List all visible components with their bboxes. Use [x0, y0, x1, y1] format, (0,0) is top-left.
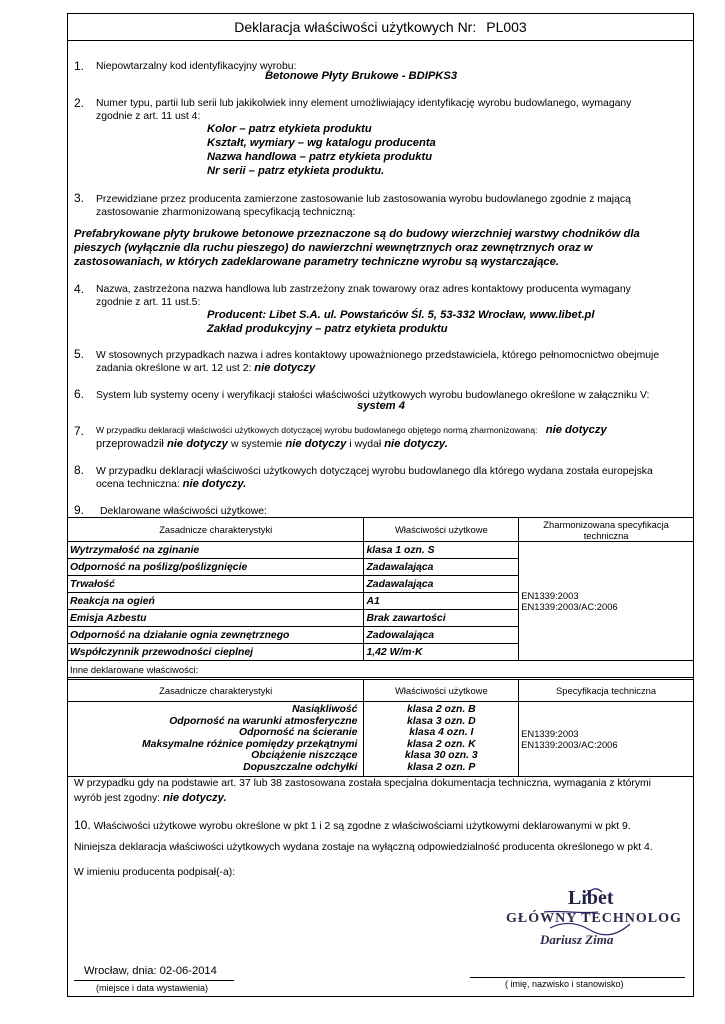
art37-note-line1: W przypadku gdy na podstawie art. 37 lub 38 zastosowana została specjalna dokumentacja techniczna, wymagania z którymi — [74, 778, 651, 789]
table-row — [68, 542, 694, 559]
section-4-number: 4. — [74, 282, 85, 296]
stamp-brand: Libet — [568, 887, 614, 909]
section-2-item: Nr serii – patrz etykieta produktu. — [207, 165, 385, 177]
table-row — [68, 661, 694, 678]
declaration-number: PL003 — [486, 19, 527, 35]
intended-use — [74, 227, 640, 269]
document-title: Deklaracja właściwości użytkowych Nr: — [234, 19, 477, 35]
other-properties-table — [67, 679, 694, 777]
table-header-row — [68, 680, 694, 702]
column-header: Właściwości użytkowe — [364, 518, 519, 542]
spec-standard: EN1339:2003/AC:2006 — [521, 601, 618, 612]
section-1-number: 1. — [74, 59, 85, 73]
column-header: Zasadnicze charakterystyki — [68, 518, 364, 542]
document-header — [67, 13, 694, 41]
section-5-text-line1: W stosownych przypadkach nazwa i adres kontaktowy upoważnionego przedstawiciela, którego pełnomocnictwo obejmuje — [96, 350, 660, 361]
property-value: klasa 2 ozn. K — [406, 738, 476, 750]
property-name: Odporność na poślizg/poślizgnięcie — [68, 559, 364, 576]
section-2-item: Kształt, wymiary – wg katalogu producenta — [207, 137, 436, 149]
spec-standard: EN1339:2003/AC:2006 — [521, 738, 618, 750]
property-name: Obciążenie niszczące — [251, 750, 358, 762]
property-name: Dopuszczalne odchyłki — [243, 761, 358, 773]
signature-caption: ( imię, nazwisko i stanowisko) — [505, 979, 624, 989]
section-6-text: System lub systemy oceny i weryfikacji stałości właściwości użytkowych wyrobu budowlanego określone w załączniku V: — [96, 390, 650, 401]
technical-spec-cell — [519, 702, 694, 777]
product-code: Betonowe Płyty Brukowe - BDIPKS3 — [264, 70, 458, 82]
section-10-text: Właściwości użytkowe wyrobu określone w pkt 1 i 2 są zgodne z właściwościami użytkowymi deklarowanymi w pkt 9. — [93, 821, 631, 832]
section-7-text-line2b: w systemie — [230, 439, 283, 450]
place-and-date: Wrocław, dnia: 02-06-2014 — [84, 965, 217, 977]
column-header: Specyfikacja techniczna — [519, 680, 694, 702]
section-8-value: nie dotyczy. — [182, 478, 247, 490]
property-value: A1 — [364, 593, 519, 610]
section-8-text-line1: W przypadku deklaracji właściwości użytkowych dotyczącej wyrobu budowlanego dla którego wydana została europejska — [96, 466, 653, 477]
property-value: 1,42 W/m·K — [364, 644, 519, 661]
section-6-number: 6. — [74, 387, 85, 401]
property-value: Zadawalająca — [364, 576, 519, 593]
other-properties-label: Inne deklarowane właściwości: — [68, 661, 694, 678]
section-2-item: Kolor – patrz etykieta produktu — [207, 123, 372, 135]
section-9-number: 9. — [74, 503, 85, 517]
section-2-item: Nazwa handlowa – patrz etykieta produktu — [207, 151, 433, 163]
section-3-text-line1: Przewidziane przez producenta zamierzone zastosowanie lub zastosowania wyrobu budowlanego zgodnie z mającą — [96, 194, 631, 205]
stamp-signature-image — [490, 882, 680, 954]
art37-note-value: nie dotyczy. — [162, 792, 227, 804]
property-name: Wytrzymałość na zginanie — [68, 542, 364, 559]
place-date-line — [74, 980, 234, 981]
art37-note-line2: wyrób jest zgodny: — [74, 793, 161, 804]
property-name: Współczynnik przewodności cieplnej — [68, 644, 364, 661]
section-7-text-line1: W przypadku deklaracji właściwości użytkowych dotyczącej wyrobu budowlanego objętego normą zharmonizowaną: — [96, 425, 538, 435]
section-2-items — [207, 122, 436, 178]
section-2-number: 2. — [74, 96, 85, 110]
responsibility-statement: Niniejsza deklaracja właściwości użytkowych wydana zostaje na wyłączną odpowiedzialność producenta określonego w pkt 4. — [74, 842, 653, 853]
section-7-value-2: nie dotyczy — [166, 438, 228, 450]
place-date-caption: (miejsce i data wystawienia) — [96, 983, 209, 993]
property-name: Nasiąkliwość — [292, 704, 358, 715]
section-8-number: 8. — [74, 463, 85, 477]
stamp-signature-svg — [490, 882, 680, 954]
production-plant: Zakład produkcyjny – patrz etykieta produktu — [207, 323, 448, 335]
section-7-text-line2a: przeprowadził — [96, 438, 164, 450]
section-9-text: Deklarowane właściwości użytkowe: — [100, 506, 267, 517]
spec-standard: EN1339:2003 — [521, 727, 579, 739]
producent-block — [207, 308, 595, 336]
section-3-text-line2: zastosowanie zharmonizowaną specyfikacją techniczną: — [96, 207, 356, 218]
producer-address: Producent: Libet S.A. ul. Powstańców Śl. 5, 53-332 Wrocław, www.libet.pl — [207, 309, 595, 321]
property-value: Zadawalająca — [364, 559, 519, 576]
property-names-cell — [68, 702, 364, 777]
column-header: Zharmonizowana specyfikacja techniczna — [519, 518, 694, 542]
section-8-text-line2: ocena techniczna: — [96, 479, 180, 490]
section-4-text-line2: zgodnie z art. 11 ust.5: — [96, 297, 201, 308]
table-row — [68, 702, 694, 777]
property-name: Odporność na warunki atmosferyczne — [169, 715, 358, 727]
spec-standard: EN1339:2003 — [521, 590, 579, 601]
property-value: klasa 4 ozn. I — [409, 727, 474, 739]
property-value: klasa 3 ozn. D — [406, 715, 476, 727]
section-5-number: 5. — [74, 347, 85, 361]
property-name: Trwałość — [68, 576, 364, 593]
section-7-number: 7. — [74, 424, 85, 438]
signed-on-behalf: W imieniu producenta podpisał(-a): — [74, 867, 236, 878]
intended-use-line: pieszych (wyłącznie dla ruchu pieszego) do nawierzchni wewnętrznych oraz zewnętrznych oraz w — [74, 242, 593, 254]
property-value: klasa 1 ozn. S — [364, 542, 519, 559]
section-5-text-line2: zadania określone w art. 12 ust 2: — [96, 363, 252, 374]
declared-properties-table — [67, 517, 694, 678]
property-name: Odporność na ścieranie — [239, 727, 358, 739]
section-4-text-line1: Nazwa, zastrzeżona nazwa handlowa lub zastrzeżony znak towarowy oraz adres kontaktowy producenta wymagany — [96, 284, 631, 295]
section-2-text-line2: zgodnie z art. 11 ust 4: — [96, 111, 201, 122]
section-6-value: system 4 — [357, 400, 405, 412]
section-2-text-line1: Numer typu, partii lub serii lub jakikolwiek inny element umożliwiający identyfikację wyrobu budowlanego, wymagany — [96, 98, 632, 109]
column-header: Właściwości użytkowe — [364, 680, 519, 702]
section-3-number: 3. — [74, 191, 85, 205]
property-value: Zadowalająca — [364, 627, 519, 644]
property-value: Brak zawartości — [364, 610, 519, 627]
table-header-row — [68, 518, 694, 542]
property-name: Maksymalne różnice pomiędzy przekątnymi — [142, 738, 358, 750]
section-7-text-line2c: i wydał — [349, 439, 382, 450]
harmonized-spec-cell — [519, 542, 694, 661]
stamp-signature-name: Dariusz Zima — [540, 932, 614, 947]
signature-line — [470, 977, 685, 978]
stamp-role: GŁÓWNY TECHNOLOG — [506, 911, 680, 926]
section-7-value-4: nie dotyczy. — [384, 438, 448, 450]
property-values-cell — [364, 702, 519, 777]
property-name: Odporność na działanie ognia zewnętrznego — [68, 627, 364, 644]
column-header: Zasadnicze charakterystyki — [68, 680, 364, 702]
section-10-number: 10. — [74, 818, 91, 832]
section-1-text: Niepowtarzalny kod identyfikacyjny wyrobu: — [96, 61, 297, 72]
section-7-value-1: nie dotyczy — [545, 424, 607, 436]
intended-use-line: zastosowaniach, w których zadeklarowane parametry techniczne wyrobu są wystarczające. — [74, 256, 559, 268]
property-name: Reakcja na ogień — [68, 593, 364, 610]
property-value: klasa 2 ozn. P — [407, 761, 476, 773]
intended-use-line: Prefabrykowane płyty brukowe betonowe przeznaczone są do budowy wierzchniej warstwy chodników dla — [74, 228, 640, 240]
section-5-value: nie dotyczy — [254, 362, 316, 374]
property-name: Emisja Azbestu — [68, 610, 364, 627]
property-value: klasa 2 ozn. B — [406, 704, 476, 715]
section-7-value-3: nie dotyczy — [285, 438, 347, 450]
property-value: klasa 30 ozn. 3 — [404, 750, 478, 762]
